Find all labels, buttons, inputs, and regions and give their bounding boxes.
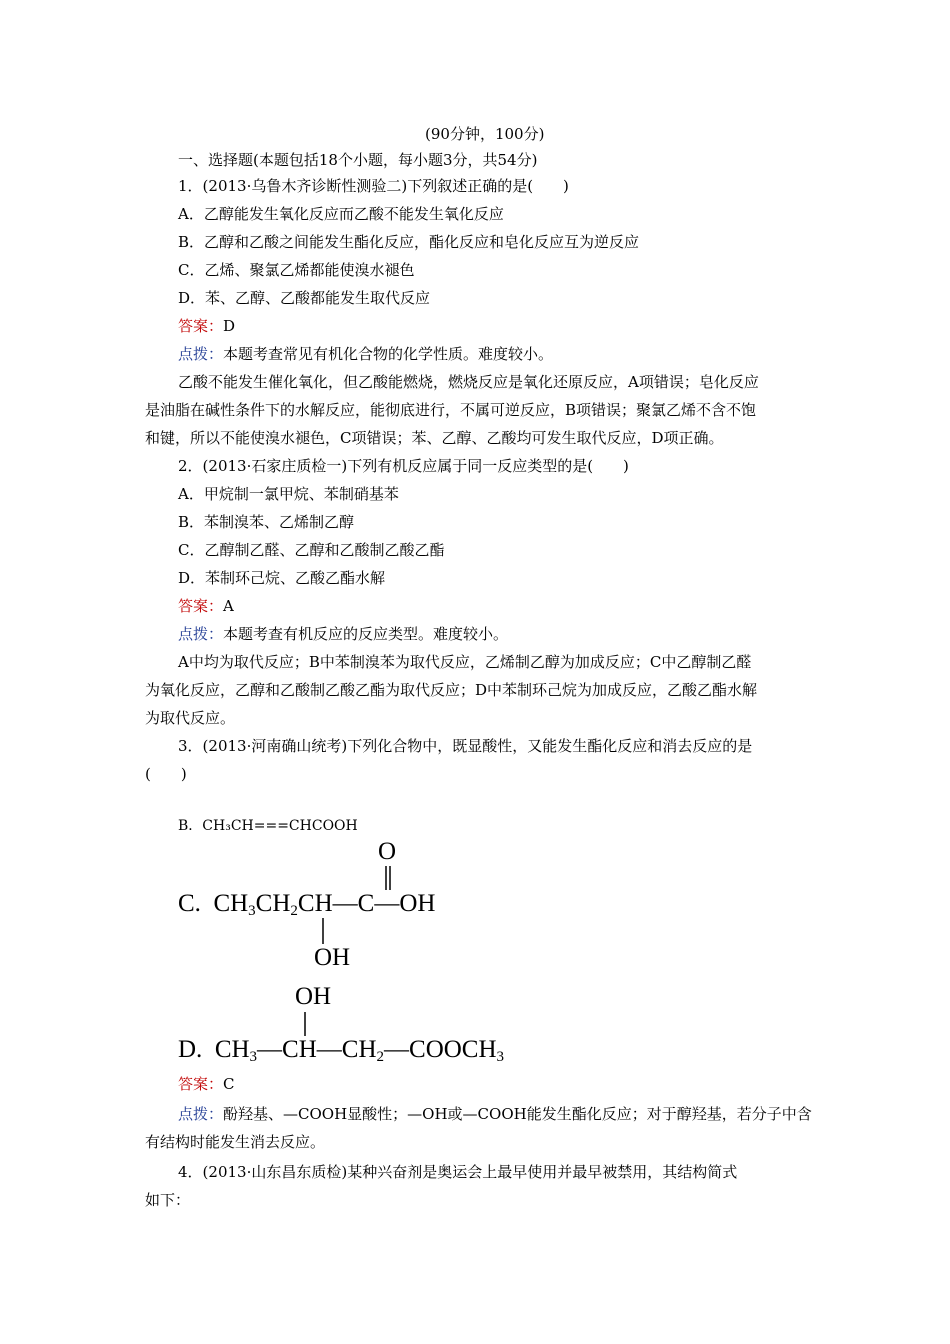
- q2-explanation-3: 为取代反应。: [145, 709, 236, 727]
- tip-label: 点拨：: [178, 345, 224, 363]
- single-bond-line: [318, 918, 328, 946]
- q3-answer: [178, 1070, 858, 1098]
- option-letter: C.: [178, 890, 201, 917]
- group-ch: CH: [282, 1036, 317, 1063]
- tip-label: 点拨：: [178, 1105, 224, 1123]
- single-bond-line: [300, 1012, 310, 1038]
- c-main-chain: C. $CH_3CH_2CH—C—OH$: [178, 890, 436, 919]
- q2-answer: [178, 592, 858, 620]
- subscript: 2: [376, 1049, 385, 1065]
- tip-text: 本题考查有机反应的反应类型。难度较小。: [223, 625, 509, 643]
- q1-stem: 1．(2013·乌鲁木齐诊断性测验二)下列叙述正确的是( ): [178, 177, 569, 195]
- tip-text: 酚羟基、—COOH显酸性；—OH或—COOH能发生酯化反应；对于醇羟基，若分子中含: [223, 1105, 812, 1123]
- tip-label: 点拨：: [178, 625, 224, 643]
- group-c: C: [357, 890, 375, 917]
- group-ch3: CH: [213, 890, 249, 917]
- q1-tip: [178, 340, 858, 368]
- d-main-chain: D. $CH_3—CH—CH_2—COOCH_3$: [178, 1036, 505, 1065]
- subscript: 3: [249, 1049, 258, 1065]
- q1-answer: [178, 312, 858, 340]
- carbonyl-oxygen: O: [378, 838, 397, 865]
- group-ch2: CH: [341, 1036, 377, 1063]
- answer-value: D: [223, 317, 236, 335]
- section-title: 一、选择题(本题包括18个小题，每小题3分，共54分): [178, 151, 538, 169]
- q3-tip: [178, 1100, 858, 1128]
- q4-stem: 4．(2013·山东昌东质检)某种兴奋剂是奥运会上最早使用并最早被禁用，其结构简式: [178, 1163, 738, 1181]
- group-cooch: COOCH: [409, 1036, 497, 1063]
- hydroxyl-oh: OH: [295, 983, 332, 1010]
- q1-option-c: C．乙烯、聚氯乙烯都能使溴水褪色: [178, 261, 415, 279]
- answer-value: A: [223, 597, 234, 615]
- double-bond-line: [378, 866, 398, 892]
- group-ch2: CH: [255, 890, 291, 917]
- subscript: 3: [496, 1049, 505, 1065]
- q2-option-a: A．甲烷制一氯甲烷、苯制硝基苯: [178, 485, 399, 503]
- q1-option-a: A．乙醇能发生氧化反应而乙酸不能发生氧化反应: [178, 205, 504, 223]
- answer-value: C: [223, 1075, 235, 1093]
- answer-label: 答案：: [178, 317, 224, 335]
- answer-label: 答案：: [178, 597, 224, 615]
- q2-stem: 2．(2013·石家庄质检一)下列有机反应属于同一反应类型的是( ): [178, 457, 629, 475]
- q3-option-b: B．CH₃CH===CHCOOH: [178, 818, 358, 834]
- q3-tip-2: 有结构时能发生消去反应。: [145, 1133, 326, 1151]
- q2-option-c: C．乙醇制乙醛、乙醇和乙酸制乙酸乙酯: [178, 541, 445, 559]
- q2-option-d: D．苯制环己烷、乙酸乙酯水解: [178, 569, 386, 587]
- q1-explanation-2: 是油脂在碱性条件下的水解反应，能彻底进行，不属可逆反应，B项错误；聚氯乙烯不含不饱: [145, 401, 757, 419]
- subscript: 3: [248, 903, 256, 919]
- exam-header: (90分钟，100分): [425, 125, 545, 143]
- q2-explanation-2: 为氧化反应，乙醇和乙酸制乙酸乙酯为取代反应；D中苯制环己烷为加成反应，乙酸乙酯水解: [145, 681, 758, 699]
- q2-tip: [178, 620, 858, 648]
- q2-explanation-1: A中均为取代反应；B中苯制溴苯为取代反应，乙烯制乙醇为加成反应；C中乙醇制乙醛: [178, 653, 752, 671]
- q1-option-d: D．苯、乙醇、乙酸都能发生取代反应: [178, 289, 431, 307]
- q1-explanation-1: 乙酸不能发生催化氧化，但乙酸能燃烧，燃烧反应是氧化还原反应，A项错误；皂化反应: [178, 373, 759, 391]
- group-oh: OH: [399, 890, 436, 917]
- q3-stem-blank: ( ): [145, 765, 187, 783]
- q1-option-b: B．乙醇和乙酸之间能发生酯化反应，酯化反应和皂化反应互为逆反应: [178, 233, 640, 251]
- subscript: 2: [290, 903, 298, 919]
- q3-stem: 3．(2013·河南确山统考)下列化合物中，既显酸性，又能发生酯化反应和消去反应的是: [178, 737, 753, 755]
- group-ch: CH: [297, 890, 333, 917]
- q4-stem-2: 如下：: [145, 1191, 191, 1209]
- hydroxyl-oh: OH: [314, 944, 351, 971]
- q1-explanation-3: 和键，所以不能使溴水褪色，C项错误；苯、乙醇、乙酸均可发生取代反应，D项正确。: [145, 429, 724, 447]
- tip-text: 本题考查常见有机化合物的化学性质。难度较小。: [223, 345, 554, 363]
- option-letter: D.: [178, 1036, 203, 1063]
- group-ch3: CH: [214, 1036, 250, 1063]
- answer-label: 答案：: [178, 1075, 224, 1093]
- q2-option-b: B．苯制溴苯、乙烯制乙醇: [178, 513, 355, 531]
